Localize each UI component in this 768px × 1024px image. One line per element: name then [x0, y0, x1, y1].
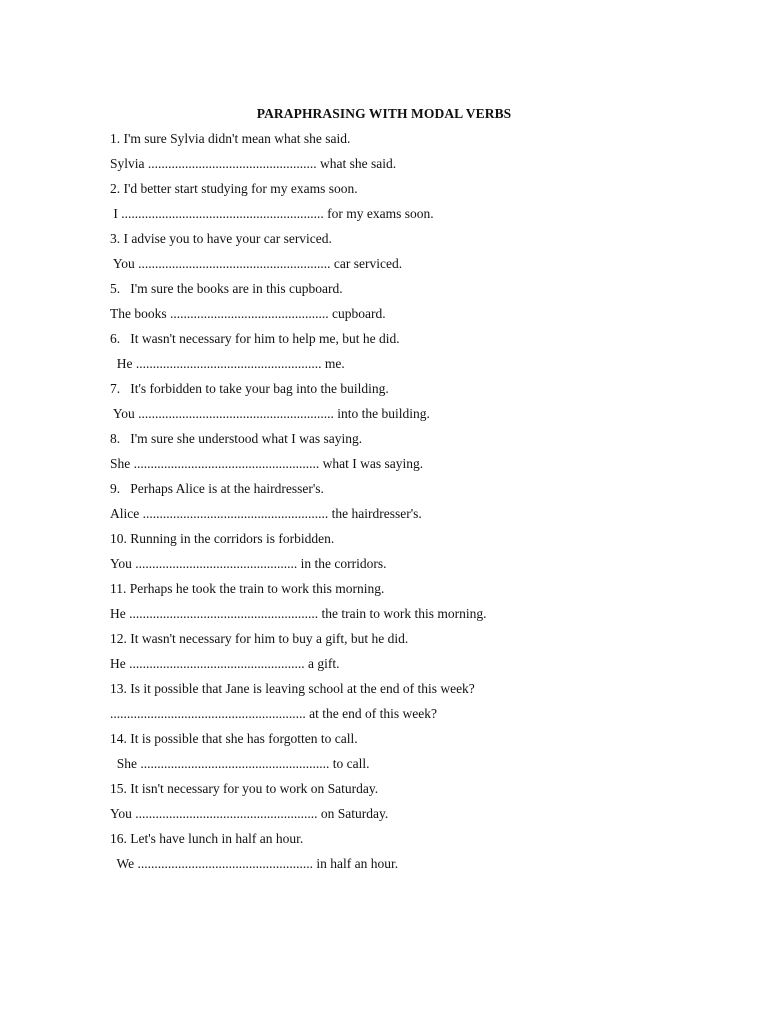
exercise-3-prompt: 3. I advise you to have your car serviced.: [110, 231, 332, 246]
exercise-14-prompt: 14. It is possible that she has forgotten to call.: [110, 731, 358, 746]
exercise-10-answer: You ................................................ in the corridors.: [110, 556, 387, 571]
exercise-list: [110, 130, 730, 880]
exercise-16-answer: We .................................................... in half an hour.: [110, 856, 399, 871]
exercise-1-answer: Sylvia .................................................. what she said.: [110, 156, 397, 171]
exercise-7-prompt: 7. It's forbidden to take your bag into the building.: [110, 381, 389, 396]
exercise-9-prompt: 9. Perhaps Alice is at the hairdresser's.: [110, 481, 324, 496]
exercise-16-prompt: 16. Let's have lunch in half an hour.: [110, 831, 304, 846]
exercise-8-answer: She ....................................................... what I was saying.: [110, 456, 424, 471]
exercise-5-answer: The books ............................................... cupboard.: [110, 306, 386, 321]
exercise-15-answer: You ...................................................... on Saturday.: [110, 806, 389, 821]
exercise-12-prompt: 12. It wasn't necessary for him to buy a gift, but he did.: [110, 631, 409, 646]
exercise-1-prompt: 1. I'm sure Sylvia didn't mean what she said.: [110, 131, 351, 146]
exercise-5-prompt: 5. I'm sure the books are in this cupboard.: [110, 281, 343, 296]
exercise-2-answer: I ............................................................ for my exams soon.: [110, 206, 434, 221]
exercise-13-answer: .......................................................... at the end of this week?: [110, 706, 437, 721]
exercise-15-prompt: 15. It isn't necessary for you to work on Saturday.: [110, 781, 379, 796]
page-title: PARAPHRASING WITH MODAL VERBS: [256, 106, 512, 121]
exercise-2-prompt: 2. I'd better start studying for my exams soon.: [110, 181, 358, 196]
exercise-13-prompt: 13. Is it possible that Jane is leaving school at the end of this week?: [110, 681, 475, 696]
exercise-9-answer: Alice ....................................................... the hairdresser's.: [110, 506, 422, 521]
exercise-6-answer: He ....................................................... me.: [110, 356, 345, 371]
exercise-3-answer: You ......................................................... car serviced.: [110, 256, 403, 271]
exercise-11-answer: He ........................................................ the train to work this morning.: [110, 606, 487, 621]
exercise-8-prompt: 8. I'm sure she understood what I was saying.: [110, 431, 363, 446]
exercise-11-prompt: 11. Perhaps he took the train to work this morning.: [110, 581, 385, 596]
exercise-6-prompt: 6. It wasn't necessary for him to help me, but he did.: [110, 331, 400, 346]
exercise-14-answer: She ........................................................ to call.: [110, 756, 370, 771]
exercise-7-answer: You .......................................................... into the building.: [110, 406, 430, 421]
exercise-12-answer: He .................................................... a gift.: [110, 656, 340, 671]
exercise-10-prompt: 10. Running in the corridors is forbidden.: [110, 531, 335, 546]
